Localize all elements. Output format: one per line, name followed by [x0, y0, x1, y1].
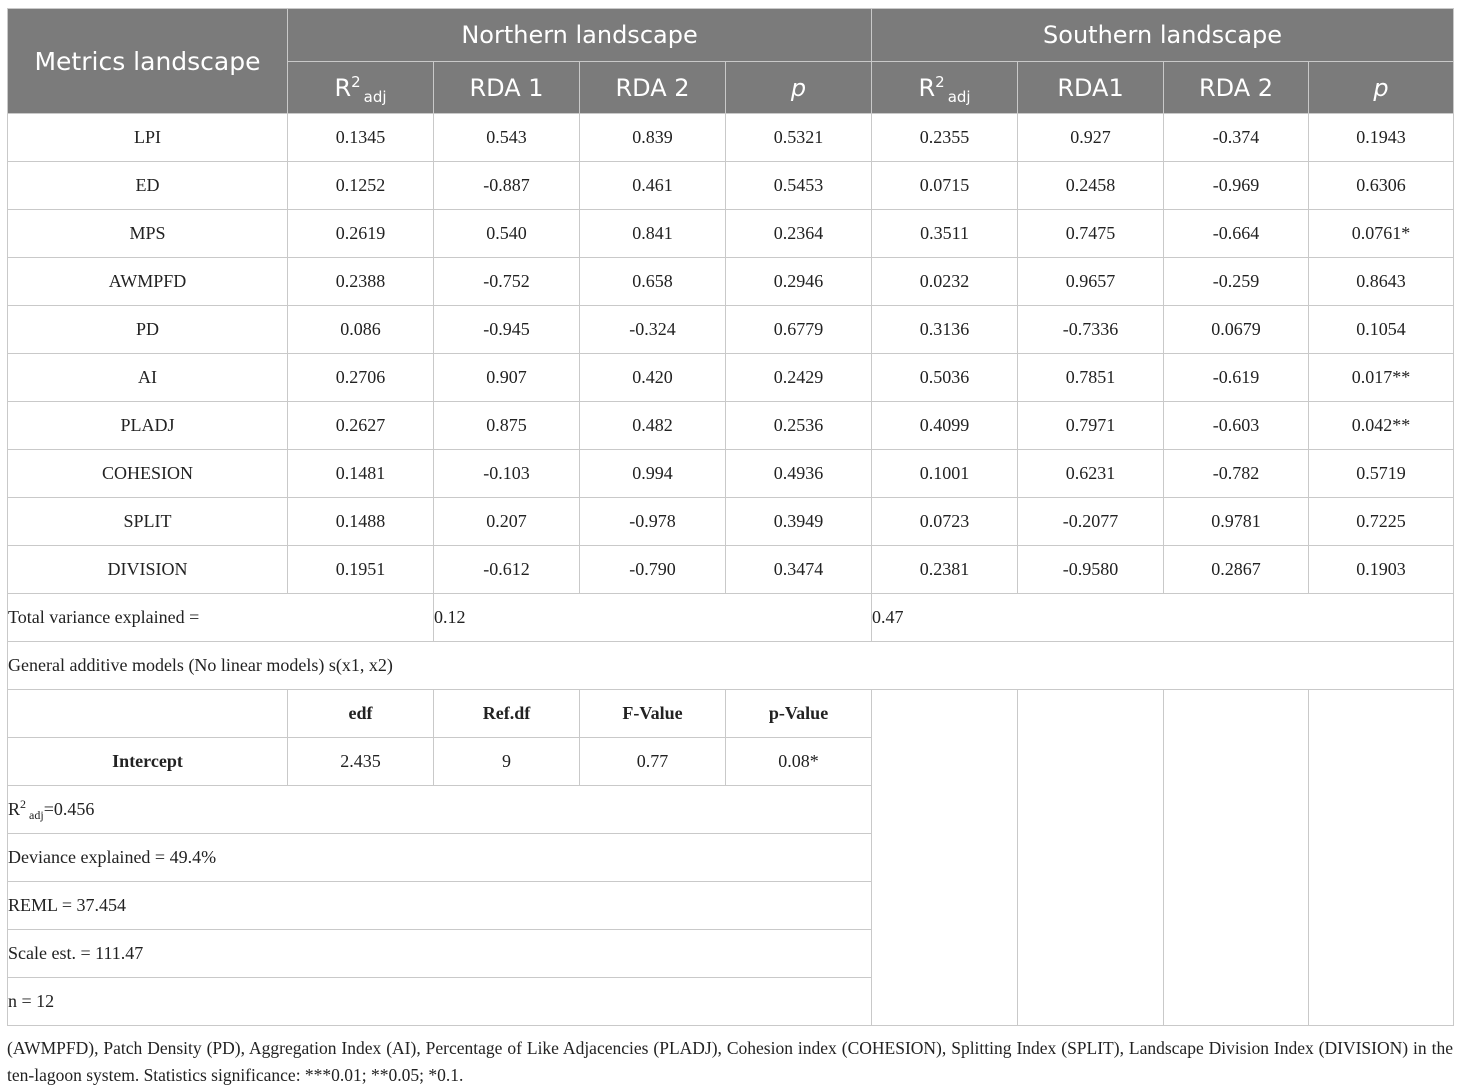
- variance-north: 0.12: [434, 594, 872, 642]
- metric-value: -0.752: [434, 258, 580, 306]
- metric-name: AI: [8, 354, 288, 402]
- metric-value: 0.6306: [1309, 162, 1454, 210]
- gam-header-row: [8, 690, 1454, 738]
- intercept-label: Intercept: [8, 738, 288, 786]
- metric-row: [8, 498, 1454, 546]
- metric-value: -0.259: [1164, 258, 1309, 306]
- metric-value: 0.7225: [1309, 498, 1454, 546]
- metrics-landscape-header: Metrics landscape: [8, 9, 288, 114]
- metric-name: SPLIT: [8, 498, 288, 546]
- metric-value: 0.540: [434, 210, 580, 258]
- blank-cell: [872, 690, 1018, 1026]
- gam-r2adj: $R^2_{adj}=0.456$: [8, 786, 872, 834]
- metric-value: 0.927: [1018, 114, 1164, 162]
- metric-value: 0.7475: [1018, 210, 1164, 258]
- metric-value: -0.978: [580, 498, 726, 546]
- metric-row: [8, 450, 1454, 498]
- metric-row: [8, 402, 1454, 450]
- metric-value: 0.1488: [288, 498, 434, 546]
- metric-value: 0.9657: [1018, 258, 1164, 306]
- metric-value: 0.2388: [288, 258, 434, 306]
- metric-row: [8, 354, 1454, 402]
- metric-value: 0.2619: [288, 210, 434, 258]
- gam-empty-cell: [8, 690, 288, 738]
- metric-value: 0.042**: [1309, 402, 1454, 450]
- metric-value: 0.994: [580, 450, 726, 498]
- metric-value: 0.875: [434, 402, 580, 450]
- variance-south: 0.47: [872, 594, 1454, 642]
- metric-value: 0.658: [580, 258, 726, 306]
- metric-value: 0.1001: [872, 450, 1018, 498]
- metric-value: 0.2381: [872, 546, 1018, 594]
- metric-value: 0.1951: [288, 546, 434, 594]
- metric-value: 0.2946: [726, 258, 872, 306]
- metric-value: 0.5453: [726, 162, 872, 210]
- metric-name: PLADJ: [8, 402, 288, 450]
- metric-value: 0.482: [580, 402, 726, 450]
- metric-value: 0.3949: [726, 498, 872, 546]
- intercept-edf: 2.435: [288, 738, 434, 786]
- north-rda2-header: RDA 2: [580, 62, 726, 114]
- metric-value: 0.4099: [872, 402, 1018, 450]
- metric-name: LPI: [8, 114, 288, 162]
- gam-edf-header: edf: [288, 690, 434, 738]
- metric-value: 0.5036: [872, 354, 1018, 402]
- gam-scale: Scale est. = 111.47: [8, 930, 872, 978]
- metric-value: 0.0715: [872, 162, 1018, 210]
- metric-name: PD: [8, 306, 288, 354]
- metric-name: ED: [8, 162, 288, 210]
- intercept-fvalue: 0.77: [580, 738, 726, 786]
- gam-pvalue-header: p-Value: [726, 690, 872, 738]
- metric-value: -0.374: [1164, 114, 1309, 162]
- metric-value: 0.420: [580, 354, 726, 402]
- metric-value: 0.3474: [726, 546, 872, 594]
- metric-value: 0.9781: [1164, 498, 1309, 546]
- table-footnote: (AWMPFD), Patch Density (PD), Aggregation Index (AI), Percentage of Like Adjacencies (PLADJ), Cohesion index (COHESION), Splitting Index (SPLIT), Landscape Division Index (DIVISION) in the ten-lagoon system. Statistics significance: ***0.01; **0.05; *0.1.: [7, 1038, 1453, 1085]
- metric-value: 0.5321: [726, 114, 872, 162]
- metric-value: 0.0679: [1164, 306, 1309, 354]
- metric-value: 0.6231: [1018, 450, 1164, 498]
- gam-n: n = 12: [8, 978, 872, 1026]
- metric-value: -0.7336: [1018, 306, 1164, 354]
- north-rda1-header: RDA 1: [434, 62, 580, 114]
- metric-value: 0.1903: [1309, 546, 1454, 594]
- north-r2adj-header: $R^2_{adj}$: [288, 62, 434, 114]
- metric-row: [8, 114, 1454, 162]
- metric-value: -0.612: [434, 546, 580, 594]
- metric-value: 0.7971: [1018, 402, 1164, 450]
- metric-value: 0.4936: [726, 450, 872, 498]
- metric-row: [8, 210, 1454, 258]
- metric-value: -0.9580: [1018, 546, 1164, 594]
- gam-deviance: Deviance explained = 49.4%: [8, 834, 872, 882]
- metric-value: -0.603: [1164, 402, 1309, 450]
- gam-title: General additive models (No linear models) s(x1, x2): [8, 642, 1454, 690]
- blank-cell: [1164, 690, 1309, 1026]
- metric-value: 0.2706: [288, 354, 434, 402]
- metric-value: 0.1252: [288, 162, 434, 210]
- metric-value: -0.2077: [1018, 498, 1164, 546]
- south-rda1-header: RDA1: [1018, 62, 1164, 114]
- metric-row: [8, 258, 1454, 306]
- south-p-header: p: [1309, 62, 1454, 114]
- metric-value: 0.2867: [1164, 546, 1309, 594]
- metric-row: [8, 546, 1454, 594]
- intercept-refdf: 9: [434, 738, 580, 786]
- metric-name: DIVISION: [8, 546, 288, 594]
- landscape-metrics-table: [7, 8, 1454, 1026]
- metric-value: 0.2536: [726, 402, 872, 450]
- metric-value: -0.324: [580, 306, 726, 354]
- metric-value: 0.017**: [1309, 354, 1454, 402]
- metric-value: 0.5719: [1309, 450, 1454, 498]
- metric-value: 0.207: [434, 498, 580, 546]
- metric-value: -0.969: [1164, 162, 1309, 210]
- metric-value: 0.0723: [872, 498, 1018, 546]
- gam-refdf-header: Ref.df: [434, 690, 580, 738]
- metric-value: 0.1943: [1309, 114, 1454, 162]
- metric-value: 0.2364: [726, 210, 872, 258]
- southern-landscape-header: Southern landscape: [872, 9, 1454, 62]
- metric-value: -0.945: [434, 306, 580, 354]
- metric-value: 0.461: [580, 162, 726, 210]
- metric-value: 0.543: [434, 114, 580, 162]
- metric-value: 0.841: [580, 210, 726, 258]
- metric-row: [8, 162, 1454, 210]
- metric-value: 0.3511: [872, 210, 1018, 258]
- metric-value: 0.1481: [288, 450, 434, 498]
- metric-name: COHESION: [8, 450, 288, 498]
- intercept-pvalue: 0.08*: [726, 738, 872, 786]
- metric-value: 0.7851: [1018, 354, 1164, 402]
- metric-value: 0.2355: [872, 114, 1018, 162]
- metric-value: -0.619: [1164, 354, 1309, 402]
- metric-row: [8, 306, 1454, 354]
- south-rda2-header: RDA 2: [1164, 62, 1309, 114]
- variance-label: Total variance explained =: [8, 594, 434, 642]
- metric-value: -0.782: [1164, 450, 1309, 498]
- variance-row: [8, 594, 1454, 642]
- blank-cell: [1309, 690, 1454, 1026]
- metric-value: 0.8643: [1309, 258, 1454, 306]
- north-p-header: p: [726, 62, 872, 114]
- metric-value: 0.907: [434, 354, 580, 402]
- blank-cell: [1018, 690, 1164, 1026]
- metric-value: -0.887: [434, 162, 580, 210]
- gam-fvalue-header: F-Value: [580, 690, 726, 738]
- gam-title-row: [8, 642, 1454, 690]
- northern-landscape-header: Northern landscape: [288, 9, 872, 62]
- metric-value: 0.3136: [872, 306, 1018, 354]
- metric-name: AWMPFD: [8, 258, 288, 306]
- metric-value: 0.839: [580, 114, 726, 162]
- metric-value: 0.1345: [288, 114, 434, 162]
- south-r2adj-header: $R^2_{adj}$: [872, 62, 1018, 114]
- metric-value: 0.0232: [872, 258, 1018, 306]
- metric-value: 0.1054: [1309, 306, 1454, 354]
- metric-value: -0.790: [580, 546, 726, 594]
- metric-value: -0.103: [434, 450, 580, 498]
- metric-name: MPS: [8, 210, 288, 258]
- metric-value: 0.0761*: [1309, 210, 1454, 258]
- metric-value: 0.2429: [726, 354, 872, 402]
- metric-value: 0.2458: [1018, 162, 1164, 210]
- metric-value: 0.086: [288, 306, 434, 354]
- metric-value: 0.6779: [726, 306, 872, 354]
- metric-value: 0.2627: [288, 402, 434, 450]
- gam-reml: REML = 37.454: [8, 882, 872, 930]
- metric-value: -0.664: [1164, 210, 1309, 258]
